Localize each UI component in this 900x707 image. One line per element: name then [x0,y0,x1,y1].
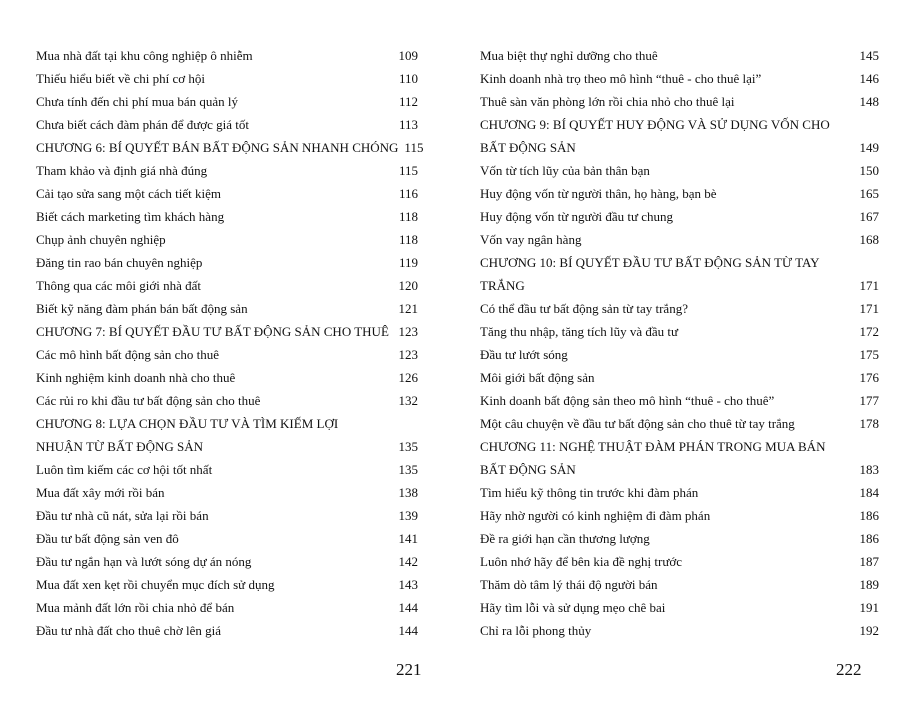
toc-entry [480,550,879,573]
toc-entry [36,251,418,274]
toc-entry [36,136,424,159]
toc-entry [36,44,418,67]
toc-entry-page: 176 [859,370,879,385]
toc-entry [36,182,418,205]
toc-entry [36,90,418,113]
toc-entry-title: Tham khảo và định giá nhà đúng [36,163,208,178]
toc-entry-page: 109 [398,48,418,63]
toc-entry-page: 119 [398,255,418,270]
toc-entry-title: Biết kỹ năng đàm phán bán bất động sản [36,301,248,316]
toc-entry [36,550,418,573]
toc-entry [36,297,418,320]
toc-entry-page: 141 [398,531,418,546]
toc-entry [36,412,418,458]
toc-entry-title: Vốn từ tích lũy của bản thân bạn [480,163,650,178]
toc-entry-title: Mua đất xây mới rồi bán [36,485,165,500]
toc-entry-page: 172 [859,324,879,339]
toc-entry-title: Hãy nhờ người có kinh nghiệm đi đàm phán [480,508,711,523]
toc-entry-page: 149 [859,140,879,155]
toc-entry-page: 191 [859,600,879,615]
toc-entry-title: Mua nhà đất tại khu công nghiệp ô nhiễm [36,48,253,63]
toc-entry-title: Đề ra giới hạn cần thương lượng [480,531,650,546]
toc-entry [36,67,418,90]
toc-entry [480,412,879,435]
toc-entry [480,596,879,619]
toc-entry [480,205,879,228]
toc-entry-title: Hãy tìm lỗi và sử dụng mẹo chê bai [480,600,666,615]
toc-entry-title: Chỉ ra lỗi phong thủy [480,623,592,638]
toc-entry [480,527,879,550]
toc-entry-title: Đầu tư bất động sản ven đô [36,531,179,546]
toc-entry-page: 144 [398,623,418,638]
table-of-contents-right [480,44,879,642]
toc-entry-page: 168 [859,232,879,247]
toc-entry-title: Huy động vốn từ người đầu tư chung [480,209,674,224]
toc-entry [36,504,418,527]
toc-entry [480,504,879,527]
toc-entry-page: 120 [398,278,418,293]
toc-entry [480,182,879,205]
right-page [450,0,900,707]
toc-entry [480,113,879,159]
toc-entry [480,573,879,596]
toc-entry [36,596,418,619]
toc-entry-page: 171 [859,278,879,293]
toc-entry-title: Tìm hiểu kỹ thông tin trước khi đàm phán [480,485,699,500]
toc-entry-page: 132 [398,393,418,408]
toc-entry [480,343,879,366]
toc-entry-page: 175 [859,347,879,362]
toc-entry [480,251,879,297]
toc-entry [36,159,418,182]
toc-entry [36,320,418,343]
toc-entry-page: 146 [859,71,879,86]
toc-entry [36,389,418,412]
toc-entry-page: 171 [859,301,879,316]
toc-entry [480,619,879,642]
toc-entry-page: 123 [398,324,418,339]
toc-entry-title: Thông qua các môi giới nhà đất [36,278,201,293]
toc-entry-page: 150 [859,163,879,178]
toc-entry-page: 138 [398,485,418,500]
toc-entry-title: Kinh doanh bất động sản theo mô hình “thuê - cho thuê” [480,393,775,408]
toc-entry-title: Kinh doanh nhà trọ theo mô hình “thuê - cho thuê lại” [480,71,762,86]
toc-entry-page: 121 [398,301,418,316]
toc-entry-title: Chưa biết cách đàm phán để được giá tốt [36,117,250,132]
toc-entry-title: Thăm dò tâm lý thái độ người bán [480,577,658,592]
toc-entry-title: Có thể đầu tư bất động sản từ tay trắng? [480,301,688,316]
toc-entry-title: Tăng thu nhập, tăng tích lũy và đầu tư [480,324,679,339]
toc-entry-title: Đăng tin rao bán chuyên nghiệp [36,255,203,270]
toc-entry [480,44,879,67]
toc-entry [480,389,879,412]
toc-entry [480,366,879,389]
toc-entry [480,90,879,113]
toc-entry-title: Đầu tư nhà cũ nát, sửa lại rồi bán [36,508,209,523]
toc-entry-title: Thiếu hiểu biết về chi phí cơ hội [36,71,205,86]
toc-entry [36,527,418,550]
toc-entry-page: 186 [859,508,879,523]
toc-entry-title: Đầu tư ngắn hạn và lướt sóng dự án nóng [36,554,252,569]
toc-entry-page: 112 [398,94,418,109]
toc-entry-title: Huy động vốn từ người thân, họ hàng, bạn bè [480,186,717,201]
toc-entry-title: Mua biệt thự nghỉ dưỡng cho thuê [480,48,658,63]
toc-entry-title: CHƯƠNG 10: BÍ QUYẾT ĐẦU TƯ BẤT ĐỘNG SẢN TỪ TAY TRẮNG [480,255,820,293]
toc-entry [36,274,418,297]
page-number-left: 221 [396,660,422,679]
toc-entry-title: Chụp ảnh chuyên nghiệp [36,232,166,247]
toc-entry [36,228,418,251]
toc-entry-title: Mua mảnh đất lớn rồi chia nhỏ để bán [36,600,235,615]
toc-entry [480,228,879,251]
toc-entry-title: Kinh nghiệm kinh doanh nhà cho thuê [36,370,236,385]
page-number-right: 222 [836,660,862,679]
toc-entry-page: 118 [398,232,418,247]
toc-entry-page: 165 [859,186,879,201]
toc-entry [36,481,418,504]
toc-entry-title: Chưa tính đến chi phí mua bán quản lý [36,94,239,109]
toc-entry [480,67,879,90]
toc-entry-title: Đầu tư nhà đất cho thuê chờ lên giá [36,623,222,638]
toc-entry [480,297,879,320]
toc-entry-title: Luôn tìm kiếm các cơ hội tốt nhất [36,462,213,477]
toc-entry-page: 123 [398,347,418,362]
toc-entry-page: 186 [859,531,879,546]
toc-entry-page: 143 [398,577,418,592]
toc-entry [480,320,879,343]
toc-entry-page: 145 [859,48,879,63]
toc-entry-page: 144 [398,600,418,615]
toc-entry-title: Vốn vay ngân hàng [480,232,582,247]
toc-entry-title: CHƯƠNG 9: BÍ QUYẾT HUY ĐỘNG VÀ SỬ DỤNG VỐN CHO BẤT ĐỘNG SẢN [480,117,830,155]
toc-entry-page: 192 [859,623,879,638]
toc-entry-title: Đầu tư lướt sóng [480,347,568,362]
toc-entry-page: 148 [859,94,879,109]
toc-entry-page: 187 [859,554,879,569]
toc-entry [36,458,418,481]
toc-entry-title: CHƯƠNG 7: BÍ QUYẾT ĐẦU TƯ BẤT ĐỘNG SẢN CHO THUÊ [36,324,389,339]
toc-entry-title: Cải tạo sửa sang một cách tiết kiệm [36,186,222,201]
toc-entry-page: 177 [859,393,879,408]
toc-entry-page: 178 [859,416,879,431]
toc-entry [36,113,418,136]
toc-entry-page: 142 [398,554,418,569]
toc-entry [36,205,418,228]
toc-entry-title: Các rủi ro khi đầu tư bất động sản cho thuê [36,393,261,408]
toc-entry-title: CHƯƠNG 8: LỰA CHỌN ĐẦU TƯ VÀ TÌM KIẾM LỢI NHUẬN TỪ BẤT ĐỘNG SẢN [36,416,339,454]
toc-entry-title: CHƯƠNG 11: NGHỆ THUẬT ĐÀM PHÁN TRONG MUA BÁN BẤT ĐỘNG SẢN [480,439,826,477]
toc-entry [36,343,418,366]
toc-entry-title: Luôn nhớ hãy để bên kia đề nghị trước [480,554,683,569]
toc-entry-title: Mua đất xen kẹt rồi chuyển mục đích sử dụng [36,577,275,592]
toc-entry-page: 135 [398,439,418,454]
toc-entry-page: 110 [398,71,418,86]
toc-entry [36,366,418,389]
toc-entry-page: 135 [398,462,418,477]
toc-entry-page: 167 [859,209,879,224]
toc-entry-page: 184 [859,485,879,500]
toc-entry [480,435,879,481]
toc-entry [480,481,879,504]
toc-entry-title: Biết cách marketing tìm khách hàng [36,209,225,224]
toc-entry-page: 139 [398,508,418,523]
toc-entry-page: 113 [398,117,418,132]
toc-entry [480,159,879,182]
toc-entry-title: CHƯƠNG 6: BÍ QUYẾT BÁN BẤT ĐỘNG SẢN NHANH CHÓNG [36,140,399,155]
table-of-contents-left [36,44,424,642]
toc-entry-title: Thuê sàn văn phòng lớn rồi chia nhỏ cho thuê lại [480,94,735,109]
toc-entry-title: Một câu chuyện về đầu tư bất động sản cho thuê từ tay trắng [480,416,795,431]
toc-entry-title: Các mô hình bất động sản cho thuê [36,347,220,362]
toc-entry-page: 118 [398,209,418,224]
toc-entry-page: 189 [859,577,879,592]
toc-entry-page: 183 [859,462,879,477]
toc-entry-page: 115 [398,163,418,178]
toc-entry-title: Môi giới bất động sản [480,370,595,385]
toc-entry-page: 115 [404,140,424,155]
toc-entry-page: 126 [398,370,418,385]
toc-entry [36,619,418,642]
toc-entry [36,573,418,596]
toc-entry-page: 116 [398,186,418,201]
